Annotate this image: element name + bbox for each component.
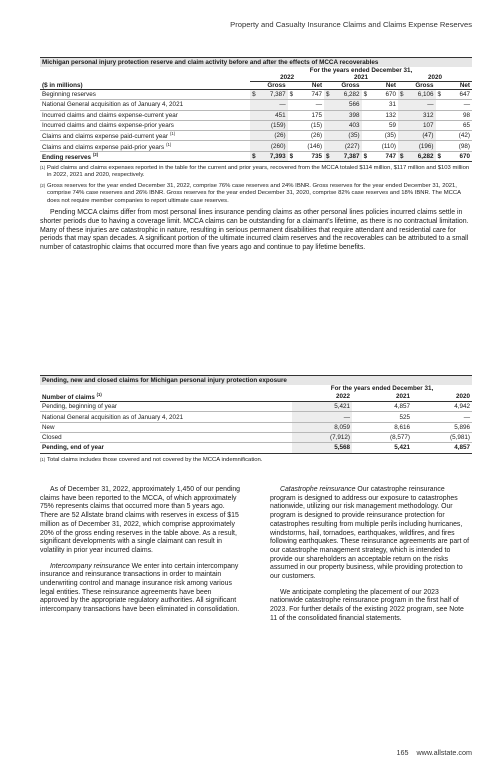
cell-value: (146) bbox=[298, 141, 324, 151]
cell-value: 5,421 bbox=[292, 402, 352, 412]
cell-value: 451 bbox=[261, 110, 288, 120]
table-row bbox=[40, 110, 472, 120]
pending-claims-table-block bbox=[40, 375, 472, 464]
cell-value: — bbox=[409, 100, 436, 110]
currency-symbol: $ bbox=[324, 90, 335, 100]
footnote: (2) Gross reserves for the year ended December 31, 2022, comprise 76% case reserves and 24% IBNR. Gross reserves for the year ended December 31, 2021, comprise 74% case reserves and 26% IBNR. Gross reserves for the year ended December 31, 2020, comprise 82% case reserves and 18% IBNR. The MCCA does not require member companies to report ultimate case reserves. bbox=[40, 182, 461, 204]
year-header: 2020 bbox=[412, 392, 472, 402]
cell-value: 98 bbox=[446, 110, 472, 120]
year-header: 2021 bbox=[324, 74, 398, 82]
total-row bbox=[40, 443, 472, 453]
cell-value: 107 bbox=[409, 120, 436, 130]
period-header: For the years ended December 31, bbox=[330, 385, 434, 392]
cell-value: (260) bbox=[261, 141, 288, 151]
cell-value: — bbox=[298, 100, 324, 110]
cell-value: 5,896 bbox=[412, 422, 472, 432]
cell-value: (35) bbox=[372, 131, 398, 141]
cell-value: 735 bbox=[298, 151, 324, 161]
table-row bbox=[40, 100, 472, 110]
cell-value: 5,568 bbox=[292, 443, 352, 453]
cell-value: (26) bbox=[261, 131, 288, 141]
cell-value: 398 bbox=[335, 110, 362, 120]
row-label: Pending, end of year bbox=[40, 443, 292, 453]
year-header: 2020 bbox=[398, 74, 472, 82]
currency-symbol: $ bbox=[250, 151, 261, 161]
cell-value: 59 bbox=[372, 120, 398, 130]
table-row bbox=[40, 432, 472, 442]
currency-symbol: $ bbox=[362, 151, 373, 161]
total-row bbox=[40, 151, 472, 161]
pending-claims-table bbox=[40, 385, 472, 454]
cell-value: (47) bbox=[409, 131, 436, 141]
table-row bbox=[40, 412, 472, 422]
cell-value: — bbox=[446, 100, 472, 110]
currency-symbol: $ bbox=[288, 90, 299, 100]
cell-value: 8,059 bbox=[292, 422, 352, 432]
body-paragraph: Pending MCCA claims differ from most personal lines insurance pending claims as other personal lines policies incurred claims settle in shorter periods due to having a coverage limit. MCCA claims can be outstanding for a claimant’s lifetime, as there is no contractual limitation. Many of these injuries are catastrophic in nature, resulting in serious permanent disabilities that require attendant and residential care for periods that may span decades. A significant portion of the ultimate incurred claim reserves and the recoverables can be attributed to a small number of catastrophic claims that occurred more than five years ago and continue to pay lifetime benefits. bbox=[40, 209, 469, 251]
cell-value: (15) bbox=[298, 120, 324, 130]
year-header: 2022 bbox=[250, 74, 324, 82]
cell-value: 7,387 bbox=[335, 151, 362, 161]
row-label: Closed bbox=[40, 432, 292, 442]
cell-value: 132 bbox=[372, 110, 398, 120]
table-row bbox=[40, 402, 472, 412]
col-header: Net bbox=[362, 82, 398, 90]
mcca-reserve-table bbox=[40, 67, 472, 162]
currency-symbol: $ bbox=[288, 151, 299, 161]
two-column-text bbox=[40, 486, 472, 631]
site-link[interactable]: www.allstate.com bbox=[416, 748, 472, 757]
cell-value: 525 bbox=[352, 412, 412, 422]
table-title: Michigan personal injury protection reserve and claim activity before and after the effects of MCCA recoverables bbox=[40, 57, 472, 67]
year-header: 2022 bbox=[292, 392, 352, 402]
cell-value: (35) bbox=[335, 131, 362, 141]
cell-value: 5,421 bbox=[352, 443, 412, 453]
cell-value: 7,393 bbox=[261, 151, 288, 161]
mcca-reserve-table-block bbox=[40, 57, 472, 253]
cell-value: 4,857 bbox=[412, 443, 472, 453]
cell-value: 6,106 bbox=[409, 90, 436, 100]
row-label: Incurred claims and claims expense-prior years bbox=[40, 120, 250, 130]
currency-symbol: $ bbox=[362, 90, 373, 100]
cell-value: 6,282 bbox=[335, 90, 362, 100]
currency-symbol: $ bbox=[436, 151, 447, 161]
cell-value: 403 bbox=[335, 120, 362, 130]
row-label: New bbox=[40, 422, 292, 432]
page-footer bbox=[390, 748, 472, 757]
col-header: Gross bbox=[324, 82, 362, 90]
row-label: Incurred claims and claims expense-current year bbox=[40, 110, 250, 120]
body-paragraph: Catastrophe reinsurance Our catastrophe reinsurance program is designed to address our exposure to catastrophes nationwide, utilizing our risk management methodology. Our program is designed to provide reinsurance protection for catastrophes resulting from multiple perils including hurricanes, windstorms, hail, tornadoes, earthquakes, wildfires, and fires following earthquakes. These reinsurance agreements are part of our catastrophe management strategy, which is intended to provide our shareholders an acceptable return on the risks assumed in our property business, while providing protection to our customers. bbox=[270, 486, 470, 581]
cell-value: 312 bbox=[409, 110, 436, 120]
currency-symbol: $ bbox=[436, 90, 447, 100]
table-title: Pending, new and closed claims for Michigan personal injury protection exposure bbox=[40, 375, 472, 385]
row-label: National General acquisition as of January 4, 2021 bbox=[40, 412, 292, 422]
body-paragraph: As of December 31, 2022, approximately 1,450 of our pending claims have been reported to the MCCA, of which approximately 75% represents claims that occurred more than 5 years ago. There are 52 Allstate brand claims with reserves in excess of $15 million as of December 31, 2022, which comprise approximately 20% of the gross ending reserves in the table above. As a result, significant developments with a single claimant can result in volatility in prior year incurred claims. bbox=[40, 486, 240, 554]
cell-value: 647 bbox=[446, 90, 472, 100]
table-row bbox=[40, 131, 472, 141]
cell-value: (227) bbox=[335, 141, 362, 151]
cell-value: (42) bbox=[446, 131, 472, 141]
body-paragraph: We anticipate completing the placement of our 2023 nationwide catastrophe reinsurance program in the first half of 2023. For further details of the existing 2022 program, see Note 11 of the consolidated financial statements. bbox=[270, 588, 464, 622]
year-header: 2021 bbox=[352, 392, 412, 402]
col-header: Gross bbox=[398, 82, 436, 90]
cell-value: (110) bbox=[372, 141, 398, 151]
cell-value: — bbox=[412, 412, 472, 422]
period-header: For the years ended December 31, bbox=[309, 67, 413, 74]
cell-value: 4,942 bbox=[412, 402, 472, 412]
currency-symbol: $ bbox=[398, 151, 409, 161]
row-label: Ending reserves $^{(2)}$ bbox=[40, 151, 250, 161]
cell-value: (196) bbox=[409, 141, 436, 151]
footnote: (1) Total claims includes those covered and not covered by the MCCA indemnification. bbox=[40, 456, 263, 463]
cell-value: (98) bbox=[446, 141, 472, 151]
table-row bbox=[40, 120, 472, 130]
cell-value: 670 bbox=[446, 151, 472, 161]
right-column bbox=[270, 486, 472, 631]
cell-value: 8,616 bbox=[352, 422, 412, 432]
running-header: Property and Casualty Insurance Claims and Claims Expense Reserves bbox=[230, 20, 472, 29]
cell-value: 175 bbox=[298, 110, 324, 120]
page-number: 165 bbox=[396, 748, 409, 757]
cell-value: (159) bbox=[261, 120, 288, 130]
row-label: Beginning reserves bbox=[40, 90, 250, 100]
footnote: (1) Paid claims and claims expenses reported in the table for the current and prior years, recovered from the MCCA totaled $114 million, $117 million and $103 million in 2022, 2021 and 2020, respectively. bbox=[40, 165, 470, 179]
col-header: Gross bbox=[250, 82, 288, 90]
cell-value: — bbox=[261, 100, 288, 110]
cell-value: — bbox=[292, 412, 352, 422]
cell-value: (8,577) bbox=[352, 432, 412, 442]
cell-value: 747 bbox=[298, 90, 324, 100]
cell-value: 7,387 bbox=[261, 90, 288, 100]
left-column bbox=[40, 486, 242, 631]
col-header: Net bbox=[288, 82, 324, 90]
table-row bbox=[40, 90, 472, 100]
unit-label: ($ in millions) bbox=[40, 82, 250, 90]
row-label: Pending, beginning of year bbox=[40, 402, 292, 412]
col-label: Number of claims $^{(1)}$ bbox=[40, 392, 292, 402]
cell-value: 4,857 bbox=[352, 402, 412, 412]
cell-value: 747 bbox=[372, 151, 398, 161]
cell-value: (5,981) bbox=[412, 432, 472, 442]
body-paragraph: Intercompany reinsurance We enter into certain intercompany insurance and reinsurance transactions in order to maintain underwriting control and manage insurance risk among various legal entities. These reinsurance agreements have been approved by the appropriate regulatory authorities. All significant intercompany transactions have been eliminated in consolidation. bbox=[40, 562, 240, 614]
row-label: Claims and claims expense paid-prior years $^{(1)}$ bbox=[40, 141, 250, 151]
currency-symbol: $ bbox=[250, 90, 261, 100]
row-label: National General acquisition as of January 4, 2021 bbox=[40, 100, 250, 110]
cell-value: 566 bbox=[335, 100, 362, 110]
currency-symbol: $ bbox=[324, 151, 335, 161]
cell-value: 31 bbox=[372, 100, 398, 110]
cell-value: 65 bbox=[446, 120, 472, 130]
cell-value: 6,282 bbox=[409, 151, 436, 161]
table-row bbox=[40, 422, 472, 432]
table-row bbox=[40, 141, 472, 151]
row-label: Claims and claims expense paid-current year $^{(1)}$ bbox=[40, 131, 250, 141]
col-header: Net bbox=[436, 82, 472, 90]
cell-value: (7,912) bbox=[292, 432, 352, 442]
cell-value: 670 bbox=[372, 90, 398, 100]
currency-symbol: $ bbox=[398, 90, 409, 100]
cell-value: (26) bbox=[298, 131, 324, 141]
